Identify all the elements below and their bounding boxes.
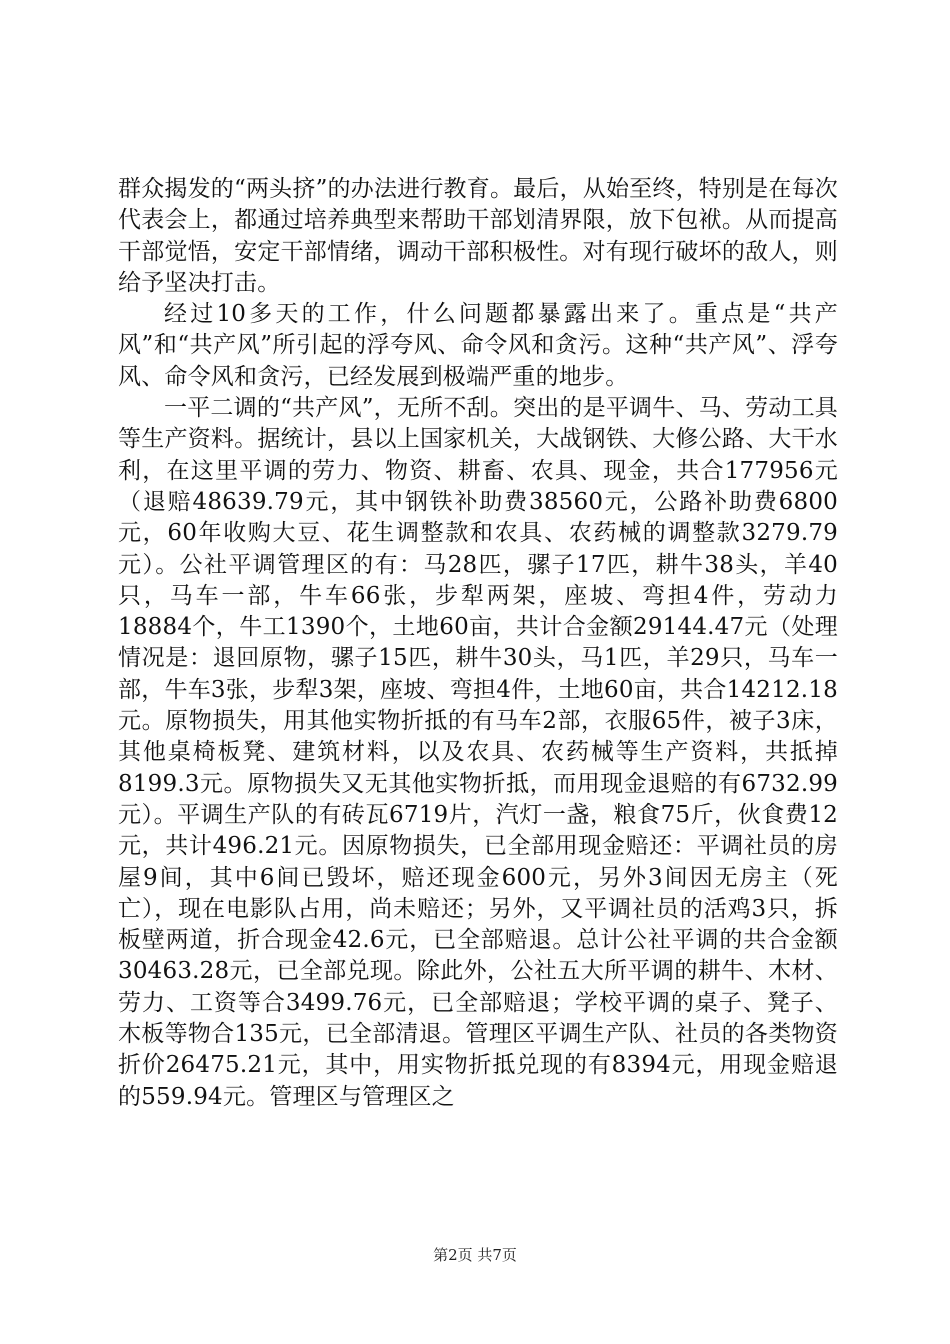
paragraph-2: 经过10多天的工作，什么问题都暴露出来了。重点是“共产风”和“共产风”所引起的浮夸风、命令风和贪污。这种“共产风”、浮夸风、命令风和贪污，已经发展到极端严重的地步。 — [118, 301, 838, 390]
document-body — [118, 174, 838, 1113]
page-number-footer: 第2页 共7页 — [433, 1246, 517, 1264]
paragraph-1: 群众揭发的“两头挤”的办法进行教育。最后，从始至终，特别是在每次代表会上，都通过培养典型来帮助干部划清界限，放下包袱。从而提高干部觉悟，安定干部情绪，调动干部积极性。对有现行破坏的敌人，则给予坚决打击。 — [118, 176, 838, 296]
paragraph-3: 一平二调的“共产风”，无所不刮。突出的是平调牛、马、劳动工具等生产资料。据统计，县以上国家机关，大战钢铁、大修公路、大干水利，在这里平调的劳力、物资、耕畜、农具、现金，共合177956元（退赔48639.79元，其中钢铁补助费38560元，公路补助费6800元，60年收购大豆、花生调整款和农具、农药械的调整款3279.79元）。公社平调管理区的有：马28匹，骡子17匹，耕牛38头，羊40只，马车一部，牛车66张，步犁两架，座坡、弯担4件，劳动力18884个，牛工1390个，土地60亩，共计合金额29144.47元（处理情况是：退回原物，骡子15匹，耕牛30头，马1匹，羊29只，马车一部，牛车3张，步犁3架，座坡、弯担4件，土地60亩，共合14212.18元。原物损失，用其他实物折抵的有马车2部，衣服65件，被子3床，其他桌椅板凳、建筑材料，以及农具、农药械等生产资料，共抵掉8199.3元。原物损失又无其他实物折抵，而用现金退赔的有6732.99元）。平调生产队的有砖瓦6719片，汽灯一盏，粮食75斤，伙食费12元，共计496.21元。因原物损失，已全部用现金赔还：平调社员的房屋9间，其中6间已毁坏，赔还现金600元，另外3间因无房主（死亡），现在电影队占用，尚未赔还；另外，又平调社员的活鸡3只，拆板壁两道，折合现金42.6元，已全部赔退。总计公社平调的共合金额30463.28元，已全部兑现。除此外，公社五大所平调的耕牛、木材、劳力、工资等合3499.76元，已全部赔退；学校平调的桌子、凳子、木板等物合135元，已全部清退。管理区平调生产队、社员的各类物资折价26475.21元，其中，用实物折抵兑现的有8394元，用现金赔退的559.94元。管理区与管理区之 — [118, 395, 838, 1110]
